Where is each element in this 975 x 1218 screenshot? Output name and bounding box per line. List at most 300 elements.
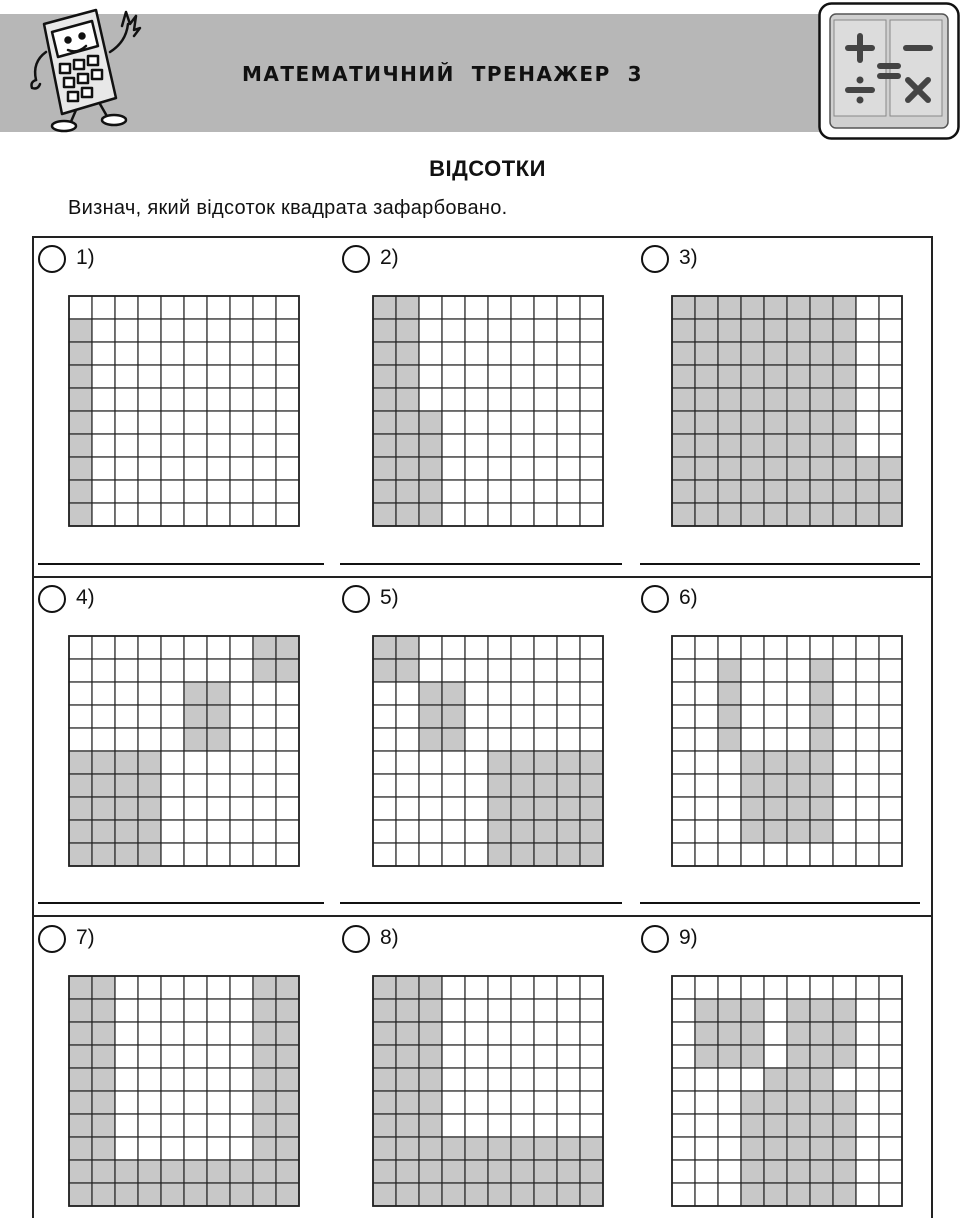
percent-grid (671, 975, 903, 1207)
empty-cell (276, 705, 299, 728)
shaded-cell (833, 457, 856, 480)
shaded-cell (69, 843, 92, 866)
empty-cell (718, 1137, 741, 1160)
empty-cell (557, 388, 580, 411)
empty-cell (580, 1045, 603, 1068)
answer-circle[interactable] (38, 245, 66, 273)
shaded-cell (488, 843, 511, 866)
empty-cell (161, 503, 184, 526)
empty-cell (419, 843, 442, 866)
shaded-cell (764, 1137, 787, 1160)
answer-circle[interactable] (641, 925, 669, 953)
answer-line-1[interactable] (38, 563, 324, 565)
percent-grid (372, 295, 604, 527)
empty-cell (230, 388, 253, 411)
empty-cell (207, 411, 230, 434)
shaded-cell (69, 480, 92, 503)
empty-cell (488, 296, 511, 319)
empty-cell (230, 682, 253, 705)
empty-cell (465, 296, 488, 319)
empty-cell (534, 659, 557, 682)
empty-cell (442, 976, 465, 999)
answer-circle[interactable] (641, 245, 669, 273)
empty-cell (230, 1045, 253, 1068)
empty-cell (465, 1022, 488, 1045)
shaded-cell (511, 797, 534, 820)
shaded-cell (69, 797, 92, 820)
shaded-cell (787, 1137, 810, 1160)
shaded-cell (741, 457, 764, 480)
empty-cell (488, 636, 511, 659)
shaded-cell (373, 976, 396, 999)
empty-cell (488, 976, 511, 999)
shaded-cell (419, 480, 442, 503)
empty-cell (534, 1114, 557, 1137)
empty-cell (764, 843, 787, 866)
shaded-cell (419, 1183, 442, 1206)
empty-cell (810, 636, 833, 659)
empty-cell (695, 820, 718, 843)
empty-cell (879, 774, 902, 797)
shaded-cell (833, 1091, 856, 1114)
empty-cell (419, 751, 442, 774)
empty-cell (580, 636, 603, 659)
empty-cell (787, 682, 810, 705)
empty-cell (207, 342, 230, 365)
empty-cell (511, 296, 534, 319)
answer-line-2[interactable] (340, 563, 622, 565)
shaded-cell (419, 976, 442, 999)
percent-grid (671, 295, 903, 527)
empty-cell (557, 296, 580, 319)
empty-cell (580, 480, 603, 503)
empty-cell (161, 365, 184, 388)
shaded-cell (419, 705, 442, 728)
shaded-cell (419, 1068, 442, 1091)
shaded-cell (833, 1137, 856, 1160)
shaded-cell (580, 797, 603, 820)
shaded-cell (253, 659, 276, 682)
empty-cell (207, 319, 230, 342)
shaded-cell (276, 1160, 299, 1183)
shaded-cell (396, 1160, 419, 1183)
empty-cell (511, 434, 534, 457)
empty-cell (230, 503, 253, 526)
empty-cell (138, 342, 161, 365)
shaded-cell (833, 296, 856, 319)
empty-cell (115, 1045, 138, 1068)
shaded-cell (419, 682, 442, 705)
empty-cell (230, 976, 253, 999)
shaded-cell (718, 682, 741, 705)
shaded-cell (92, 843, 115, 866)
empty-cell (253, 843, 276, 866)
empty-cell (230, 1091, 253, 1114)
empty-cell (879, 296, 902, 319)
empty-cell (161, 682, 184, 705)
answer-circle[interactable] (342, 245, 370, 273)
calculator-mascot-icon (14, 2, 164, 137)
shaded-cell (718, 411, 741, 434)
answer-line-3[interactable] (640, 563, 920, 565)
empty-cell (695, 636, 718, 659)
empty-cell (115, 503, 138, 526)
shaded-cell (138, 843, 161, 866)
empty-cell (396, 843, 419, 866)
empty-cell (161, 705, 184, 728)
empty-cell (276, 480, 299, 503)
empty-cell (161, 1068, 184, 1091)
shaded-cell (764, 1160, 787, 1183)
answer-circle[interactable] (38, 585, 66, 613)
empty-cell (92, 342, 115, 365)
empty-cell (161, 1091, 184, 1114)
empty-cell (879, 365, 902, 388)
empty-cell (161, 411, 184, 434)
empty-cell (442, 342, 465, 365)
shaded-cell (511, 1137, 534, 1160)
empty-cell (488, 999, 511, 1022)
shaded-cell (276, 659, 299, 682)
empty-cell (207, 1091, 230, 1114)
shaded-cell (419, 1045, 442, 1068)
shaded-cell (787, 1114, 810, 1137)
empty-cell (488, 1091, 511, 1114)
empty-cell (695, 751, 718, 774)
empty-cell (534, 1022, 557, 1045)
shaded-cell (253, 1137, 276, 1160)
empty-cell (161, 1022, 184, 1045)
shaded-cell (741, 797, 764, 820)
empty-cell (442, 480, 465, 503)
empty-cell (161, 797, 184, 820)
shaded-cell (396, 365, 419, 388)
answer-line-4[interactable] (38, 902, 324, 904)
shaded-cell (695, 999, 718, 1022)
empty-cell (253, 682, 276, 705)
empty-cell (419, 659, 442, 682)
shaded-cell (442, 1160, 465, 1183)
shaded-cell (534, 1183, 557, 1206)
empty-cell (879, 1137, 902, 1160)
empty-cell (276, 682, 299, 705)
shaded-cell (672, 319, 695, 342)
shaded-cell (741, 388, 764, 411)
shaded-cell (856, 457, 879, 480)
empty-cell (442, 319, 465, 342)
empty-cell (161, 1137, 184, 1160)
empty-cell (230, 1114, 253, 1137)
empty-cell (557, 682, 580, 705)
shaded-cell (580, 751, 603, 774)
empty-cell (115, 976, 138, 999)
shaded-cell (276, 636, 299, 659)
answer-line-6[interactable] (640, 902, 920, 904)
empty-cell (879, 820, 902, 843)
empty-cell (207, 1137, 230, 1160)
task-number: 5) (380, 586, 399, 609)
empty-cell (695, 705, 718, 728)
empty-cell (465, 342, 488, 365)
shaded-cell (764, 388, 787, 411)
empty-cell (695, 1183, 718, 1206)
shaded-cell (534, 843, 557, 866)
shaded-cell (276, 1114, 299, 1137)
empty-cell (557, 976, 580, 999)
shaded-cell (373, 636, 396, 659)
shaded-cell (69, 1114, 92, 1137)
answer-line-5[interactable] (340, 902, 622, 904)
empty-cell (465, 1091, 488, 1114)
shaded-cell (672, 342, 695, 365)
empty-cell (69, 659, 92, 682)
empty-cell (488, 434, 511, 457)
shaded-cell (465, 1183, 488, 1206)
shaded-cell (672, 457, 695, 480)
empty-cell (741, 636, 764, 659)
empty-cell (764, 705, 787, 728)
shaded-cell (69, 1091, 92, 1114)
empty-cell (161, 843, 184, 866)
empty-cell (69, 636, 92, 659)
empty-cell (764, 1045, 787, 1068)
empty-cell (672, 1160, 695, 1183)
empty-cell (161, 388, 184, 411)
shaded-cell (207, 682, 230, 705)
shaded-cell (741, 1022, 764, 1045)
empty-cell (718, 797, 741, 820)
empty-cell (557, 434, 580, 457)
shaded-cell (184, 1183, 207, 1206)
empty-cell (161, 820, 184, 843)
empty-cell (161, 296, 184, 319)
empty-cell (672, 1114, 695, 1137)
empty-cell (92, 636, 115, 659)
shaded-cell (787, 296, 810, 319)
shaded-cell (488, 797, 511, 820)
answer-circle[interactable] (342, 925, 370, 953)
empty-cell (207, 999, 230, 1022)
empty-cell (534, 388, 557, 411)
task-number: 2) (380, 246, 399, 269)
shaded-cell (396, 503, 419, 526)
shaded-cell (373, 296, 396, 319)
shaded-cell (787, 1183, 810, 1206)
shaded-cell (764, 1183, 787, 1206)
empty-cell (718, 751, 741, 774)
empty-cell (580, 976, 603, 999)
shaded-cell (276, 1045, 299, 1068)
empty-cell (207, 659, 230, 682)
empty-cell (184, 342, 207, 365)
empty-cell (276, 388, 299, 411)
shaded-cell (253, 636, 276, 659)
shaded-cell (718, 319, 741, 342)
shaded-cell (741, 342, 764, 365)
empty-cell (419, 820, 442, 843)
shaded-cell (138, 797, 161, 820)
percent-grid (372, 975, 604, 1207)
empty-cell (276, 296, 299, 319)
empty-cell (465, 682, 488, 705)
shaded-cell (695, 434, 718, 457)
empty-cell (92, 411, 115, 434)
shaded-cell (672, 411, 695, 434)
empty-cell (161, 434, 184, 457)
shaded-cell (833, 1114, 856, 1137)
empty-cell (184, 503, 207, 526)
empty-cell (92, 434, 115, 457)
shaded-cell (810, 319, 833, 342)
empty-cell (856, 1045, 879, 1068)
shaded-cell (741, 820, 764, 843)
empty-cell (230, 636, 253, 659)
empty-cell (672, 728, 695, 751)
shaded-cell (833, 388, 856, 411)
empty-cell (534, 457, 557, 480)
empty-cell (207, 751, 230, 774)
empty-cell (138, 999, 161, 1022)
shaded-cell (810, 1022, 833, 1045)
shaded-cell (580, 1160, 603, 1183)
empty-cell (161, 636, 184, 659)
shaded-cell (534, 1160, 557, 1183)
shaded-cell (184, 728, 207, 751)
shaded-cell (396, 319, 419, 342)
empty-cell (534, 434, 557, 457)
empty-cell (207, 797, 230, 820)
empty-cell (184, 1068, 207, 1091)
shaded-cell (92, 1068, 115, 1091)
shaded-cell (442, 705, 465, 728)
empty-cell (373, 682, 396, 705)
shaded-cell (442, 1183, 465, 1206)
shaded-cell (534, 820, 557, 843)
empty-cell (373, 728, 396, 751)
shaded-cell (419, 457, 442, 480)
empty-cell (511, 976, 534, 999)
empty-cell (230, 1022, 253, 1045)
empty-cell (879, 843, 902, 866)
shaded-cell (695, 457, 718, 480)
shaded-cell (833, 365, 856, 388)
empty-cell (695, 1068, 718, 1091)
empty-cell (580, 434, 603, 457)
shaded-cell (557, 1183, 580, 1206)
shaded-cell (741, 480, 764, 503)
empty-cell (879, 728, 902, 751)
shaded-cell (138, 751, 161, 774)
empty-cell (465, 503, 488, 526)
empty-cell (672, 976, 695, 999)
empty-cell (580, 1022, 603, 1045)
empty-cell (511, 682, 534, 705)
empty-cell (276, 820, 299, 843)
shaded-cell (810, 705, 833, 728)
empty-cell (138, 705, 161, 728)
empty-cell (534, 682, 557, 705)
shaded-cell (534, 751, 557, 774)
empty-cell (833, 820, 856, 843)
shaded-cell (138, 774, 161, 797)
empty-cell (810, 976, 833, 999)
answer-circle[interactable] (342, 585, 370, 613)
empty-cell (138, 1137, 161, 1160)
shaded-cell (442, 728, 465, 751)
shaded-cell (741, 1091, 764, 1114)
empty-cell (672, 774, 695, 797)
empty-cell (534, 411, 557, 434)
empty-cell (465, 388, 488, 411)
shaded-cell (69, 319, 92, 342)
empty-cell (511, 388, 534, 411)
empty-cell (396, 705, 419, 728)
empty-cell (230, 457, 253, 480)
empty-cell (276, 342, 299, 365)
shaded-cell (557, 1137, 580, 1160)
empty-cell (373, 797, 396, 820)
shaded-cell (138, 820, 161, 843)
shaded-cell (69, 999, 92, 1022)
empty-cell (856, 365, 879, 388)
shaded-cell (856, 503, 879, 526)
empty-cell (276, 411, 299, 434)
empty-cell (741, 976, 764, 999)
shaded-cell (810, 365, 833, 388)
answer-circle[interactable] (38, 925, 66, 953)
empty-cell (833, 797, 856, 820)
shaded-cell (764, 1114, 787, 1137)
shaded-cell (69, 976, 92, 999)
empty-cell (230, 751, 253, 774)
empty-cell (442, 751, 465, 774)
empty-cell (557, 1114, 580, 1137)
shaded-cell (419, 503, 442, 526)
empty-cell (138, 480, 161, 503)
shaded-cell (718, 388, 741, 411)
shaded-cell (373, 1183, 396, 1206)
empty-cell (465, 434, 488, 457)
empty-cell (115, 480, 138, 503)
empty-cell (276, 365, 299, 388)
shaded-cell (718, 365, 741, 388)
empty-cell (672, 636, 695, 659)
shaded-cell (810, 411, 833, 434)
empty-cell (580, 728, 603, 751)
empty-cell (230, 480, 253, 503)
empty-cell (787, 843, 810, 866)
empty-cell (534, 365, 557, 388)
empty-cell (115, 365, 138, 388)
shaded-cell (787, 1160, 810, 1183)
empty-cell (442, 434, 465, 457)
empty-cell (442, 659, 465, 682)
empty-cell (184, 1114, 207, 1137)
empty-cell (534, 1091, 557, 1114)
empty-cell (879, 797, 902, 820)
shaded-cell (810, 342, 833, 365)
empty-cell (230, 296, 253, 319)
empty-cell (184, 774, 207, 797)
answer-circle[interactable] (641, 585, 669, 613)
empty-cell (856, 751, 879, 774)
empty-cell (557, 1022, 580, 1045)
empty-cell (856, 434, 879, 457)
empty-cell (253, 457, 276, 480)
empty-cell (115, 434, 138, 457)
shaded-cell (695, 1022, 718, 1045)
shaded-cell (833, 411, 856, 434)
